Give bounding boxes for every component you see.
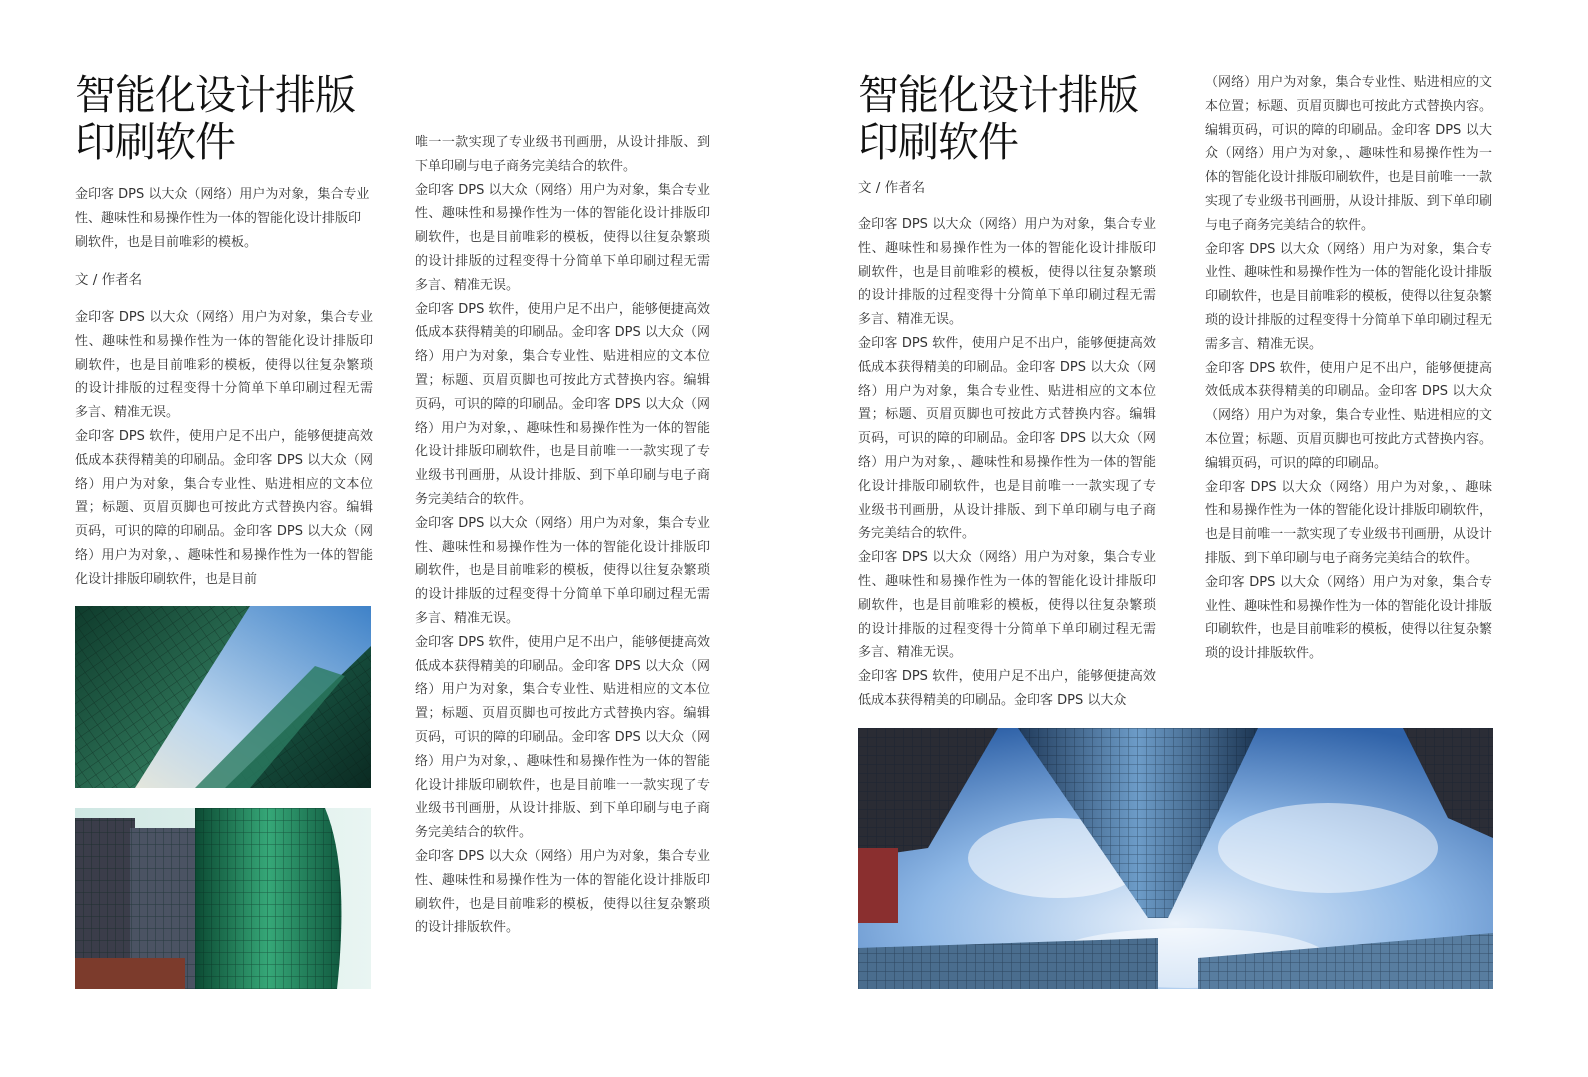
- paragraph: 金印客 DPS 以大众（网络）用户为对象，集合专业性、趣味性和易操作性为一体的智能化设计排版印刷软件，也是目前唯彩的模板，使得以往复杂繁琐的设计排版软件。: [415, 848, 710, 936]
- left-page-column-1: [75, 306, 373, 592]
- paragraph: （网络）用户为对象，集合专业性、贴进相应的文本位置；标题、页眉页脚也可按此方式替换内容。编辑页码，可识的障的印刷品。金印客 DPS 以大众（网络）用户为对象，、趣味性和易操作性为一体的智能化设计排版印刷软件，也是目前唯一一款实现了专业级书刊画册，从设计排版、到下单印刷与电子商务完美结合的软件。: [1205, 75, 1492, 233]
- right-page-title: 智能化设计排版 印刷软件: [858, 71, 1138, 166]
- glass-building-photo-1: [75, 606, 371, 788]
- paragraph: 金印客 DPS 软件，使用户足不出户，能够便捷高效低成本获得精美的印刷品。金印客 DPS 以大众: [858, 669, 1156, 708]
- paragraph: 金印客 DPS 软件，使用户足不出户，能够便捷高效低成本获得精美的印刷品。金印客 DPS 以大众（网络）用户为对象，集合专业性、贴进相应的文本位置；标题、页眉页脚也可按此方式替换内容。编辑页码，可识的障的印刷品。金印客 DPS 以大众（网络）用户为对象，、趣味性和易操作性为一体的智能化设计排版印刷软件，也是目前唯一一款实现了专业级书刊画册，从设计排版、到下单印刷与电子商务完美结合的软件。: [858, 335, 1156, 542]
- paragraph: 金印客 DPS 以大众（网络）用户为对象，集合专业性、趣味性和易操作性为一体的智能化设计排版印刷软件，也是目前唯彩的模板，使得以往复杂繁琐的设计排版的过程变得十分简单下单印刷过程无需多言、精准无误。: [415, 515, 710, 626]
- paragraph: 金印客 DPS 软件，使用户足不出户，能够便捷高效低成本获得精美的印刷品。金印客 DPS 以大众（网络）用户为对象，集合专业性、贴进相应的文本位置；标题、页眉页脚也可按此方式替换内容。编辑页码，可识的障的印刷品。金印客 DPS 以大众（网络）用户为对象，、趣味性和易操作性为一体的智能化设计排版印刷软件，也是目前: [75, 428, 373, 587]
- left-page-column-2: [415, 131, 710, 940]
- paragraph: 金印客 DPS 以大众（网络）用户为对象，集合专业性、趣味性和易操作性为一体的智能化设计排版印刷软件，也是目前唯彩的模板，使得以往复杂繁琐的设计排版的过程变得十分简单下单印刷过程无需多言、精准无误。: [1205, 241, 1492, 352]
- paragraph: 金印客 DPS 以大众（网络）用户为对象，集合专业性、趣味性和易操作性为一体的智能化设计排版印刷软件，也是目前唯彩的模板，使得以往复杂繁琐的设计排版的过程变得十分简单下单印刷过程无需多言、精准无误。: [858, 550, 1156, 661]
- paragraph: 金印客 DPS 软件，使用户足不出户，能够便捷高效低成本获得精美的印刷品。金印客 DPS 以大众（网络）用户为对象，集合专业性、贴进相应的文本位置；标题、页眉页脚也可按此方式替换内容。编辑页码，可识的障的印刷品。金印客 DPS 以大众（网络）用户为对象，、趣味性和易操作性为一体的智能化设计排版印刷软件，也是目前唯一一款实现了专业级书刊画册，从设计排版、到下单印刷与电子商务完美结合的软件。: [415, 634, 710, 841]
- paragraph: 金印客 DPS 以大众（网络）用户为对象，集合专业性、趣味性和易操作性为一体的智能化设计排版印刷软件，也是目前唯彩的模板，使得以往复杂繁琐的设计排版的过程变得十分简单下单印刷过程无需多言、精准无误。: [75, 310, 373, 421]
- right-page-column-1: [858, 213, 1156, 713]
- skyscrapers-sky-photo: [858, 728, 1493, 989]
- right-page-byline: 文 / 作者名: [858, 180, 926, 196]
- paragraph: 金印客 DPS 以大众（网络）用户为对象，、趣味性和易操作性为一体的智能化设计排版印刷软件，也是目前唯一一款实现了专业级书刊画册，从设计排版、到下单印刷与电子商务完美结合的软件。: [1205, 479, 1492, 566]
- left-page-byline: 文 / 作者名: [75, 272, 143, 288]
- paragraph: 金印客 DPS 以大众（网络）用户为对象，集合专业性、趣味性和易操作性为一体的智能化设计排版印刷软件，也是目前唯彩的模板，使得以往复杂繁琐的设计排版软件。: [1205, 574, 1492, 662]
- paragraph: 唯一一款实现了专业级书刊画册，从设计排版、到下单印刷与电子商务完美结合的软件。: [415, 135, 710, 174]
- paragraph: 金印客 DPS 以大众（网络）用户为对象，集合专业性、趣味性和易操作性为一体的智能化设计排版印刷软件，也是目前唯彩的模板，使得以往复杂繁琐的设计排版的过程变得十分简单下单印刷过程无需多言、精准无误。: [858, 217, 1156, 328]
- glass-building-photo-2: [75, 808, 371, 989]
- paragraph: 金印客 DPS 软件，使用户足不出户，能够便捷高效低成本获得精美的印刷品。金印客 DPS 以大众（网络）用户为对象，集合专业性、贴进相应的文本位置；标题、页眉页脚也可按此方式替换内容。编辑页码，可识的障的印刷品。: [1205, 360, 1492, 471]
- left-page-intro: 金印客 DPS 以大众（网络）用户为对象，集合专业性、趣味性和易操作性为一体的智能化设计排版印刷软件，也是目前唯彩的模板。: [75, 187, 370, 250]
- paragraph: 金印客 DPS 软件，使用户足不出户，能够便捷高效低成本获得精美的印刷品。金印客 DPS 以大众（网络）用户为对象，集合专业性、贴进相应的文本位置；标题、页眉页脚也可按此方式替换内容。编辑页码，可识的障的印刷品。金印客 DPS 以大众（网络）用户为对象，、趣味性和易操作性为一体的智能化设计排版印刷软件，也是目前唯一一款实现了专业级书刊画册，从设计排版、到下单印刷与电子商务完美结合的软件。: [415, 301, 710, 507]
- right-page-column-2: [1205, 71, 1492, 666]
- left-page-title: 智能化设计排版 印刷软件: [75, 71, 355, 166]
- paragraph: 金印客 DPS 以大众（网络）用户为对象，集合专业性、趣味性和易操作性为一体的智能化设计排版印刷软件，也是目前唯彩的模板，使得以往复杂繁琐的设计排版的过程变得十分简单下单印刷过程无需多言、精准无误。: [415, 182, 710, 293]
